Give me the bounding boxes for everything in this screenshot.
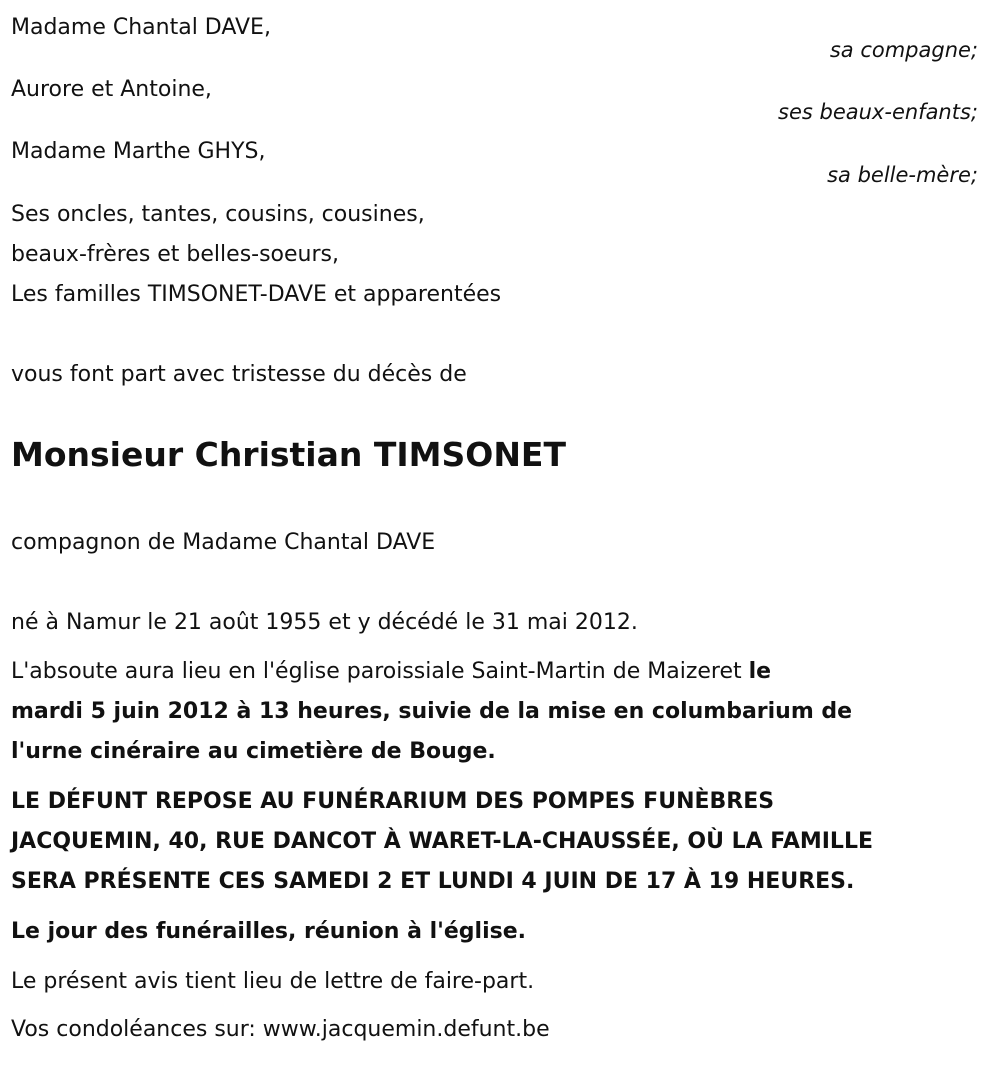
- funerarium-line-3: SERA PRÉSENTE CES SAMEDI 2 ET LUNDI 4 JUIN DE 17 À 19 HEURES.: [11, 869, 855, 894]
- family-relation-2: ses beaux-enfants;: [778, 100, 978, 124]
- ceremony-line-2: mardi 5 juin 2012 à 13 heures, suivie de la mise en columbarium de: [11, 699, 853, 724]
- funerarium-line-2: JACQUEMIN, 40, RUE DANCOT À WARET-LA-CHAUSSÉE, OÙ LA FAMILLE: [11, 829, 873, 854]
- ceremony-line-3: l'urne cinéraire au cimetière de Bouge.: [11, 739, 496, 764]
- ceremony-line-1: [11, 658, 771, 686]
- family-name-1: Madame Chantal DAVE,: [11, 15, 271, 40]
- companion-line: compagnon de Madame Chantal DAVE: [11, 530, 436, 555]
- ceremony-text: L'absoute aura lieu en l'église paroissiale Saint-Martin de Maizeret: [11, 659, 749, 684]
- announcement: vous font part avec tristesse du décès de: [11, 362, 467, 387]
- funerarium-line-1: LE DÉFUNT REPOSE AU FUNÉRARIUM DES POMPES FUNÈBRES: [11, 789, 775, 814]
- condolences-line: Vos condoléances sur: www.jacquemin.defunt.be: [11, 1017, 550, 1042]
- notice-line: Le présent avis tient lieu de lettre de faire-part.: [11, 969, 535, 994]
- others-line-1: Ses oncles, tantes, cousins, cousines,: [11, 202, 425, 227]
- meeting-line: Le jour des funérailles, réunion à l'église.: [11, 919, 526, 944]
- ceremony-date-start: le: [748, 659, 772, 684]
- deceased-name: Monsieur Christian TIMSONET: [11, 435, 566, 474]
- family-relation-1: sa compagne;: [829, 38, 978, 62]
- family-relation-3: sa belle-mère;: [827, 163, 978, 187]
- family-name-2: Aurore et Antoine,: [11, 77, 212, 102]
- family-name-3: Madame Marthe GHYS,: [11, 139, 266, 164]
- birth-death-line: né à Namur le 21 août 1955 et y décédé le 31 mai 2012.: [11, 610, 638, 635]
- others-line-2: beaux-frères et belles-soeurs,: [11, 242, 339, 267]
- others-line-3: Les familles TIMSONET-DAVE et apparentées: [11, 282, 502, 307]
